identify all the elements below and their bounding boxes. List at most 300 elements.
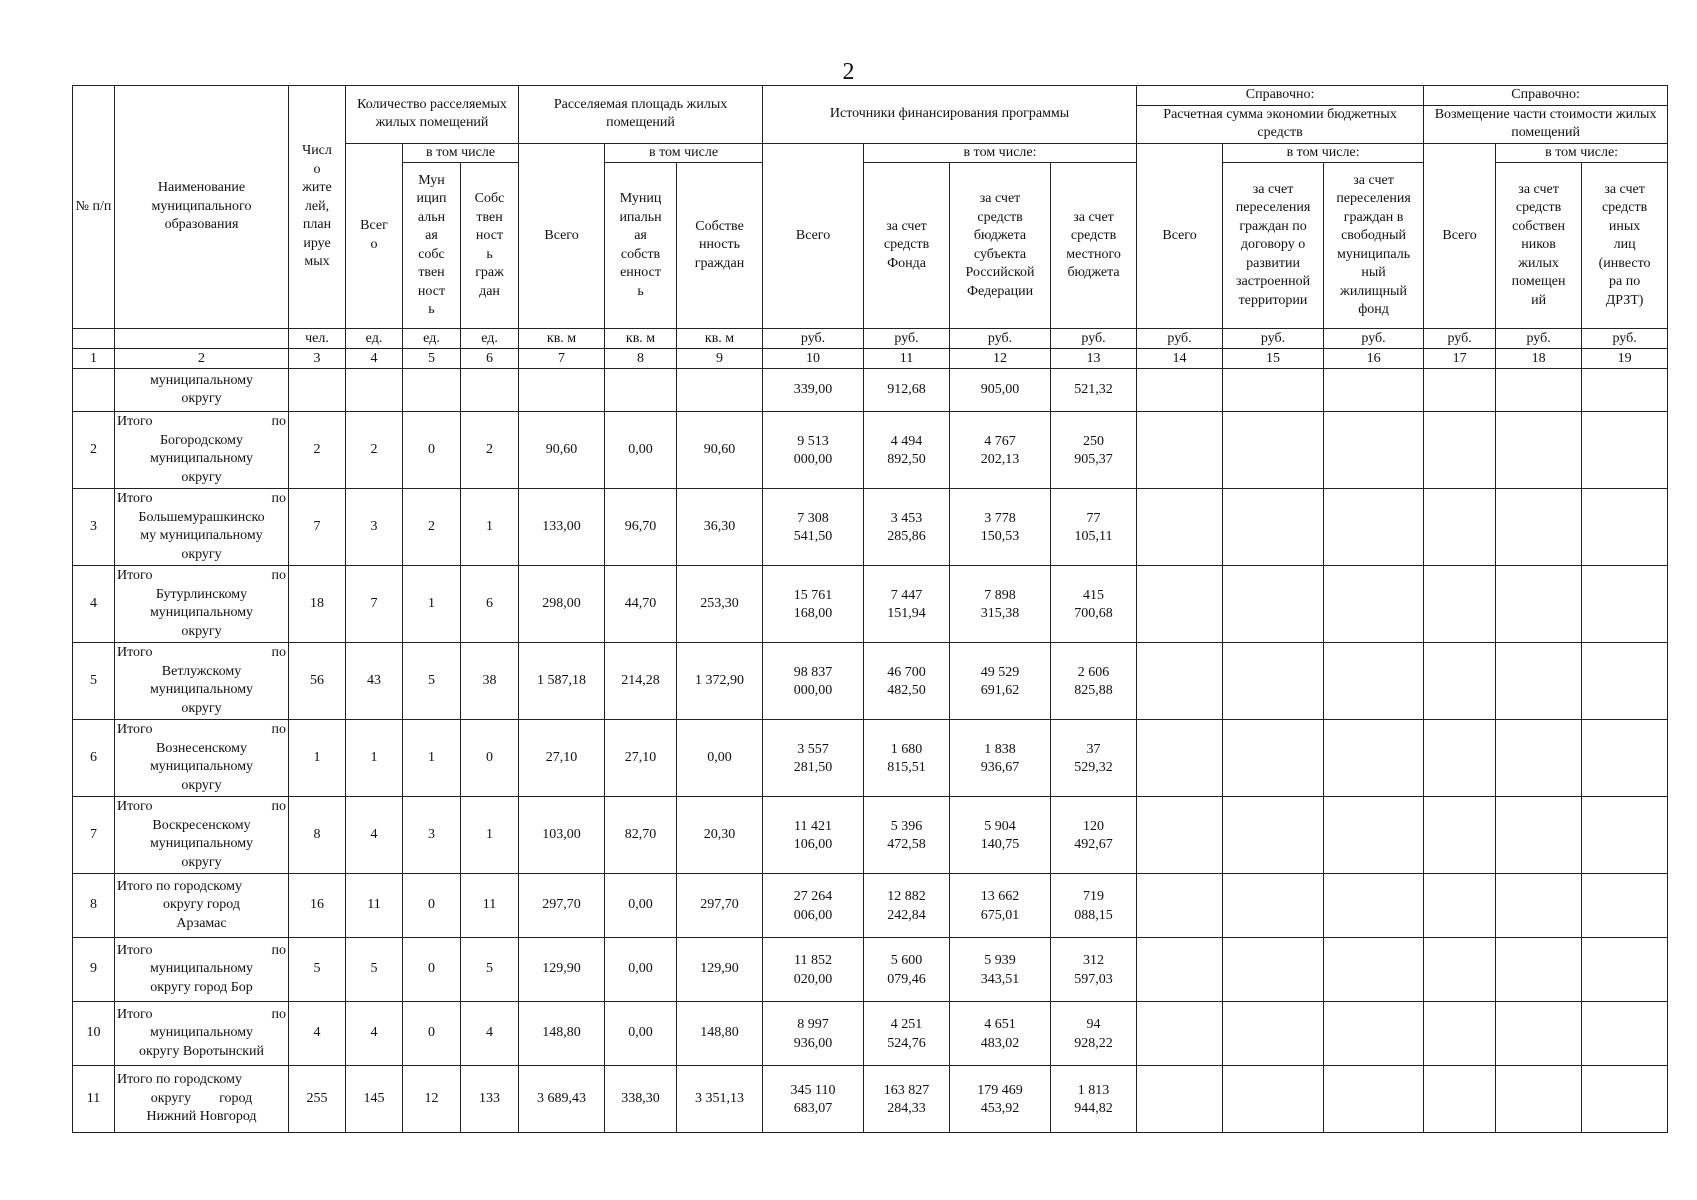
unit-cell: руб.	[1137, 329, 1223, 349]
cell-fin-fund: 163 827 284,33	[864, 1066, 950, 1133]
cell-residents: 7	[289, 489, 346, 566]
cell-units-total: 4	[346, 1002, 403, 1066]
cell-empty	[1424, 938, 1496, 1002]
unit-cell: руб.	[1496, 329, 1582, 349]
cell-area-own: 297,70	[677, 874, 763, 938]
cell-units-mun: 12	[403, 1066, 461, 1133]
cell-fin-fund: 1 680 815,51	[864, 720, 950, 797]
cell-empty	[1424, 720, 1496, 797]
cell-empty	[1223, 874, 1324, 938]
unit-cell: ед.	[403, 329, 461, 349]
cell-empty	[461, 369, 519, 412]
cell-name-rest: Ветлужскому муниципальному округу	[149, 663, 254, 716]
cell-empty	[1496, 1066, 1582, 1133]
cell-empty	[1324, 1002, 1424, 1066]
cell-name-first-line	[117, 878, 286, 897]
column-number: 4	[346, 349, 403, 369]
cell-area-mun: 0,00	[605, 874, 677, 938]
cell-empty	[1424, 489, 1496, 566]
cell-fin-total: 339,00	[763, 369, 864, 412]
cell-units-mun: 3	[403, 797, 461, 874]
cell-fin-subject: 49 529 691,62	[950, 643, 1051, 720]
cell-name-first-line	[117, 490, 286, 509]
resettlement-table	[72, 85, 1668, 1133]
cell-fin-fund: 912,68	[864, 369, 950, 412]
cell-fin-total: 8 997 936,00	[763, 1002, 864, 1066]
cell-empty	[1496, 643, 1582, 720]
cell-fin-local: 719 088,15	[1051, 874, 1137, 938]
unit-cell: руб.	[763, 329, 864, 349]
cell-fin-total: 9 513 000,00	[763, 412, 864, 489]
cell-empty	[1223, 720, 1324, 797]
table-row	[73, 566, 1668, 643]
header-units-total: Всег о	[346, 143, 403, 329]
cell-fin-subject: 4 651 483,02	[950, 1002, 1051, 1066]
cell-name	[115, 566, 289, 643]
cell-name-first: Итого	[117, 568, 153, 583]
header-fin-local: за счет средств местного бюджета	[1051, 163, 1137, 329]
cell-area-total: 3 689,43	[519, 1066, 605, 1133]
header-financing-group: Источники финансирования программы	[763, 86, 1137, 144]
column-number: 14	[1137, 349, 1223, 369]
cell-empty	[1582, 643, 1668, 720]
unit-cell: руб.	[1424, 329, 1496, 349]
header-ref2-b: за счет средств иных лиц (инвесто ра по ДРЗТ)	[1582, 163, 1668, 329]
unit-cell: ед.	[461, 329, 519, 349]
cell-empty	[1424, 1002, 1496, 1066]
cell-empty	[1424, 1066, 1496, 1133]
cell-fin-total: 11 852 020,00	[763, 938, 864, 1002]
table-row	[73, 643, 1668, 720]
cell-fin-subject: 5 904 140,75	[950, 797, 1051, 874]
cell-units-total: 4	[346, 797, 403, 874]
column-number: 19	[1582, 349, 1668, 369]
cell-area-mun: 0,00	[605, 938, 677, 1002]
column-number: 16	[1324, 349, 1424, 369]
unit-cell: руб.	[1324, 329, 1424, 349]
cell-name-rest: округу город Нижний Новгород	[146, 1090, 257, 1125]
column-number: 11	[864, 349, 950, 369]
cell-area-own: 20,30	[677, 797, 763, 874]
cell-empty	[1137, 797, 1223, 874]
cell-empty	[1137, 938, 1223, 1002]
cell-empty	[1324, 369, 1424, 412]
cell-name-first: Итого по городскому	[117, 1072, 242, 1088]
table-row	[73, 369, 1668, 412]
cell-empty	[519, 369, 605, 412]
cell-empty	[1582, 874, 1668, 938]
cell-fin-fund: 12 882 242,84	[864, 874, 950, 938]
cell-no: 11	[73, 1066, 115, 1133]
cell-name-rest: Воскресенскому муниципальному округу	[149, 817, 254, 870]
cell-fin-subject: 179 469 453,92	[950, 1066, 1051, 1133]
cell-name-first-line	[117, 644, 286, 663]
unit-cell: руб.	[1582, 329, 1668, 349]
cell-fin-fund: 4 251 524,76	[864, 1002, 950, 1066]
cell-units-mun: 0	[403, 938, 461, 1002]
cell-area-own: 3 351,13	[677, 1066, 763, 1133]
header-fin-fund: за счет средств Фонда	[864, 163, 950, 329]
table-row	[73, 1066, 1668, 1133]
unit-cell: кв. м	[677, 329, 763, 349]
cell-no: 9	[73, 938, 115, 1002]
cell-units-total: 43	[346, 643, 403, 720]
cell-empty	[1324, 720, 1424, 797]
cell-fin-total: 98 837 000,00	[763, 643, 864, 720]
cell-area-mun: 338,30	[605, 1066, 677, 1133]
cell-area-mun: 27,10	[605, 720, 677, 797]
cell-units-own: 5	[461, 938, 519, 1002]
header-fin-subject: за счет средств бюджета субъекта Российской Федерации	[950, 163, 1051, 329]
cell-name-first: Итого	[117, 645, 153, 660]
cell-empty	[1137, 1066, 1223, 1133]
cell-empty	[1582, 720, 1668, 797]
cell-fin-fund: 46 700 482,50	[864, 643, 950, 720]
cell-units-own: 11	[461, 874, 519, 938]
cell-empty	[1582, 1066, 1668, 1133]
cell-units-total: 11	[346, 874, 403, 938]
cell-area-mun: 96,70	[605, 489, 677, 566]
cell-name	[115, 412, 289, 489]
cell-units-own: 6	[461, 566, 519, 643]
cell-empty	[403, 369, 461, 412]
header-name: Наименование муниципального образования	[115, 86, 289, 329]
cell-units-mun: 0	[403, 412, 461, 489]
header-units-mun: Мун ицип альн ая собс твен ност ь	[403, 163, 461, 329]
table-row	[73, 720, 1668, 797]
cell-no: 3	[73, 489, 115, 566]
cell-fin-local: 312 597,03	[1051, 938, 1137, 1002]
cell-fin-local: 415 700,68	[1051, 566, 1137, 643]
cell-name-po: по	[271, 491, 286, 506]
cell-empty	[1137, 489, 1223, 566]
unit-cell: руб.	[864, 329, 950, 349]
cell-empty	[1223, 643, 1324, 720]
cell-empty	[1324, 938, 1424, 1002]
cell-fin-subject: 3 778 150,53	[950, 489, 1051, 566]
cell-empty	[1496, 797, 1582, 874]
cell-units-mun: 0	[403, 874, 461, 938]
cell-area-total: 1 587,18	[519, 643, 605, 720]
cell-empty	[1496, 720, 1582, 797]
cell-name-first-line	[117, 1071, 286, 1090]
cell-residents: 16	[289, 874, 346, 938]
column-number: 12	[950, 349, 1051, 369]
header-area-own: Собстве нность граждан	[677, 163, 763, 329]
cell-area-mun: 214,28	[605, 643, 677, 720]
cell-fin-subject: 1 838 936,67	[950, 720, 1051, 797]
unit-cell: руб.	[950, 329, 1051, 349]
column-number: 17	[1424, 349, 1496, 369]
header-area-group: Расселяемая площадь жилых помещений	[519, 86, 763, 144]
cell-empty	[1223, 938, 1324, 1002]
cell-fin-total: 7 308 541,50	[763, 489, 864, 566]
cell-fin-local: 37 529,32	[1051, 720, 1137, 797]
cell-fin-local: 94 928,22	[1051, 1002, 1137, 1066]
cell-area-mun: 82,70	[605, 797, 677, 874]
cell-empty	[1424, 412, 1496, 489]
unit-cell: ед.	[346, 329, 403, 349]
cell-fin-subject: 4 767 202,13	[950, 412, 1051, 489]
cell-units-total: 1	[346, 720, 403, 797]
cell-empty	[1223, 489, 1324, 566]
cell-name-po: по	[271, 568, 286, 583]
cell-empty	[346, 369, 403, 412]
cell-fin-local: 120 492,67	[1051, 797, 1137, 874]
unit-cell: руб.	[1223, 329, 1324, 349]
cell-residents: 8	[289, 797, 346, 874]
header-ref2-incl: в том числе:	[1496, 143, 1668, 163]
cell-empty	[1582, 489, 1668, 566]
cell-area-total: 129,90	[519, 938, 605, 1002]
column-number: 13	[1051, 349, 1137, 369]
cell-fin-local: 2 606 825,88	[1051, 643, 1137, 720]
cell-units-own: 1	[461, 489, 519, 566]
cell-fin-fund: 3 453 285,86	[864, 489, 950, 566]
cell-fin-total: 11 421 106,00	[763, 797, 864, 874]
cell-area-own: 1 372,90	[677, 643, 763, 720]
header-area-incl: в том числе	[605, 143, 763, 163]
cell-name	[115, 720, 289, 797]
cell-name-rest: Бутурлинскому муниципальному округу	[149, 586, 254, 639]
cell-fin-local: 250 905,37	[1051, 412, 1137, 489]
cell-empty	[1223, 369, 1324, 412]
cell-fin-subject: 13 662 675,01	[950, 874, 1051, 938]
cell-area-total: 27,10	[519, 720, 605, 797]
cell-area-total: 148,80	[519, 1002, 605, 1066]
cell-empty	[1582, 1002, 1668, 1066]
cell-units-own: 2	[461, 412, 519, 489]
cell-units-own: 4	[461, 1002, 519, 1066]
column-number: 18	[1496, 349, 1582, 369]
cell-empty	[1424, 874, 1496, 938]
table-row	[73, 938, 1668, 1002]
header-fin-incl: в том числе:	[864, 143, 1137, 163]
cell-empty	[605, 369, 677, 412]
header-units-incl: в том числе	[403, 143, 519, 163]
unit-cell-empty	[115, 329, 289, 349]
cell-empty	[1223, 1066, 1324, 1133]
cell-name-first-line	[117, 798, 286, 817]
cell-residents: 1	[289, 720, 346, 797]
cell-name-first-line	[117, 413, 286, 432]
cell-empty	[1424, 566, 1496, 643]
header-ref1-a: за счет переселения граждан по договору о развитии застроенной территории	[1223, 163, 1324, 329]
cell-fin-fund: 4 494 892,50	[864, 412, 950, 489]
cell-residents: 255	[289, 1066, 346, 1133]
cell-empty	[1137, 643, 1223, 720]
header-ref1-total: Всего	[1137, 143, 1223, 329]
cell-name	[115, 1066, 289, 1133]
cell-fin-fund: 7 447 151,94	[864, 566, 950, 643]
cell-no: 6	[73, 720, 115, 797]
cell-units-own: 0	[461, 720, 519, 797]
cell-residents: 5	[289, 938, 346, 1002]
cell-no: 4	[73, 566, 115, 643]
cell-empty	[1496, 874, 1582, 938]
cell-name-po: по	[271, 645, 286, 660]
header-units-group: Количество расселяемых жилых помещений	[346, 86, 519, 144]
cell-name-po: по	[271, 942, 286, 958]
cell-no	[73, 369, 115, 412]
cell-name-rest: Вознесенскому муниципальному округу	[149, 740, 254, 793]
cell-name: муниципальному округу	[115, 369, 289, 412]
cell-units-mun: 5	[403, 643, 461, 720]
table-row	[73, 1002, 1668, 1066]
cell-fin-subject: 7 898 315,38	[950, 566, 1051, 643]
cell-units-mun: 1	[403, 566, 461, 643]
cell-name	[115, 938, 289, 1002]
unit-cell: кв. м	[605, 329, 677, 349]
cell-area-mun: 0,00	[605, 1002, 677, 1066]
cell-empty	[1223, 1002, 1324, 1066]
cell-empty	[1424, 369, 1496, 412]
cell-area-total: 298,00	[519, 566, 605, 643]
cell-residents: 2	[289, 412, 346, 489]
cell-area-own: 90,60	[677, 412, 763, 489]
cell-units-mun: 2	[403, 489, 461, 566]
cell-empty	[1324, 797, 1424, 874]
column-number: 6	[461, 349, 519, 369]
cell-name-rest: муниципальному округу Воротынский	[138, 1025, 265, 1059]
cell-fin-local: 77 105,11	[1051, 489, 1137, 566]
column-number: 5	[403, 349, 461, 369]
cell-empty	[1324, 874, 1424, 938]
cell-empty	[1137, 566, 1223, 643]
cell-empty	[1424, 797, 1496, 874]
header-reference-1-label: Справочно:	[1137, 86, 1424, 106]
cell-empty	[1324, 643, 1424, 720]
cell-area-own: 253,30	[677, 566, 763, 643]
cell-name-first: Итого	[117, 414, 153, 429]
cell-name	[115, 797, 289, 874]
column-number: 1	[73, 349, 115, 369]
cell-fin-local: 1 813 944,82	[1051, 1066, 1137, 1133]
cell-fin-total: 3 557 281,50	[763, 720, 864, 797]
unit-cell: чел.	[289, 329, 346, 349]
cell-fin-total: 345 110 683,07	[763, 1066, 864, 1133]
column-number: 2	[115, 349, 289, 369]
cell-no: 10	[73, 1002, 115, 1066]
cell-empty	[677, 369, 763, 412]
cell-area-total: 103,00	[519, 797, 605, 874]
header-area-total: Всего	[519, 143, 605, 329]
cell-units-total: 2	[346, 412, 403, 489]
cell-name-first: Итого	[117, 799, 153, 814]
cell-units-mun: 0	[403, 1002, 461, 1066]
cell-fin-local: 521,32	[1051, 369, 1137, 412]
cell-empty	[1137, 1002, 1223, 1066]
header-fin-total: Всего	[763, 143, 864, 329]
column-number: 9	[677, 349, 763, 369]
header-reference-1-group: Расчетная сумма экономии бюджетных средств	[1137, 105, 1424, 143]
header-units-own: Собс твен ност ь граж дан	[461, 163, 519, 329]
cell-name-first-line	[117, 1006, 286, 1025]
cell-area-own: 129,90	[677, 938, 763, 1002]
cell-name-first-line	[117, 942, 286, 961]
cell-empty	[1496, 369, 1582, 412]
cell-name-first: Итого	[117, 1006, 153, 1022]
cell-empty	[1582, 938, 1668, 1002]
unit-cell: руб.	[1051, 329, 1137, 349]
cell-empty	[1137, 369, 1223, 412]
header-no: № п/п	[73, 86, 115, 329]
cell-empty	[1582, 566, 1668, 643]
cell-area-total: 133,00	[519, 489, 605, 566]
cell-empty	[1582, 412, 1668, 489]
cell-residents: 56	[289, 643, 346, 720]
cell-empty	[1496, 489, 1582, 566]
cell-residents: 4	[289, 1002, 346, 1066]
cell-name-first: Итого	[117, 491, 153, 506]
cell-name-po: по	[271, 414, 286, 429]
cell-name-first-line	[117, 721, 286, 740]
unit-cell: кв. м	[519, 329, 605, 349]
cell-no: 7	[73, 797, 115, 874]
column-number: 3	[289, 349, 346, 369]
cell-name-rest: Большемурашкинско му муниципальному округу	[138, 509, 265, 562]
cell-units-total: 145	[346, 1066, 403, 1133]
cell-fin-total: 27 264 006,00	[763, 874, 864, 938]
cell-name-first: Итого	[117, 722, 153, 737]
header-ref2-total: Всего	[1424, 143, 1496, 329]
cell-name-po: по	[271, 722, 286, 737]
header-reference-2-group: Возмещение части стоимости жилых помещений	[1424, 105, 1668, 143]
cell-empty	[1324, 566, 1424, 643]
cell-fin-subject: 5 939 343,51	[950, 938, 1051, 1002]
unit-cell-empty	[73, 329, 115, 349]
cell-name-rest: Богородскому муниципальному округу	[149, 432, 254, 485]
cell-empty	[1324, 412, 1424, 489]
header-reference-2-label: Справочно:	[1424, 86, 1668, 106]
cell-name	[115, 874, 289, 938]
cell-area-total: 297,70	[519, 874, 605, 938]
cell-units-total: 7	[346, 566, 403, 643]
cell-name-first: Итого по городскому	[117, 878, 242, 894]
cell-no: 5	[73, 643, 115, 720]
cell-units-mun: 1	[403, 720, 461, 797]
column-number: 15	[1223, 349, 1324, 369]
column-number: 7	[519, 349, 605, 369]
cell-units-own: 133	[461, 1066, 519, 1133]
cell-units-own: 38	[461, 643, 519, 720]
cell-empty	[1223, 566, 1324, 643]
cell-units-total: 3	[346, 489, 403, 566]
cell-units-own: 1	[461, 797, 519, 874]
cell-name-po: по	[271, 1006, 286, 1022]
cell-empty	[1582, 369, 1668, 412]
cell-empty	[1137, 874, 1223, 938]
cell-name	[115, 1002, 289, 1066]
cell-fin-subject: 905,00	[950, 369, 1051, 412]
cell-name-rest: муниципальному округу город Бор	[149, 961, 254, 995]
table-row	[73, 874, 1668, 938]
cell-empty	[1223, 412, 1324, 489]
table-row	[73, 797, 1668, 874]
cell-empty	[1137, 720, 1223, 797]
cell-area-mun: 0,00	[605, 412, 677, 489]
cell-empty	[1582, 797, 1668, 874]
cell-name	[115, 643, 289, 720]
cell-name-po: по	[271, 799, 286, 814]
cell-units-total: 5	[346, 938, 403, 1002]
cell-empty	[1137, 412, 1223, 489]
cell-area-own: 148,80	[677, 1002, 763, 1066]
page-number: 2	[842, 59, 855, 85]
cell-area-own: 36,30	[677, 489, 763, 566]
cell-empty	[1223, 797, 1324, 874]
header-residents: Числ о жите лей, план ируе мых	[289, 86, 346, 329]
